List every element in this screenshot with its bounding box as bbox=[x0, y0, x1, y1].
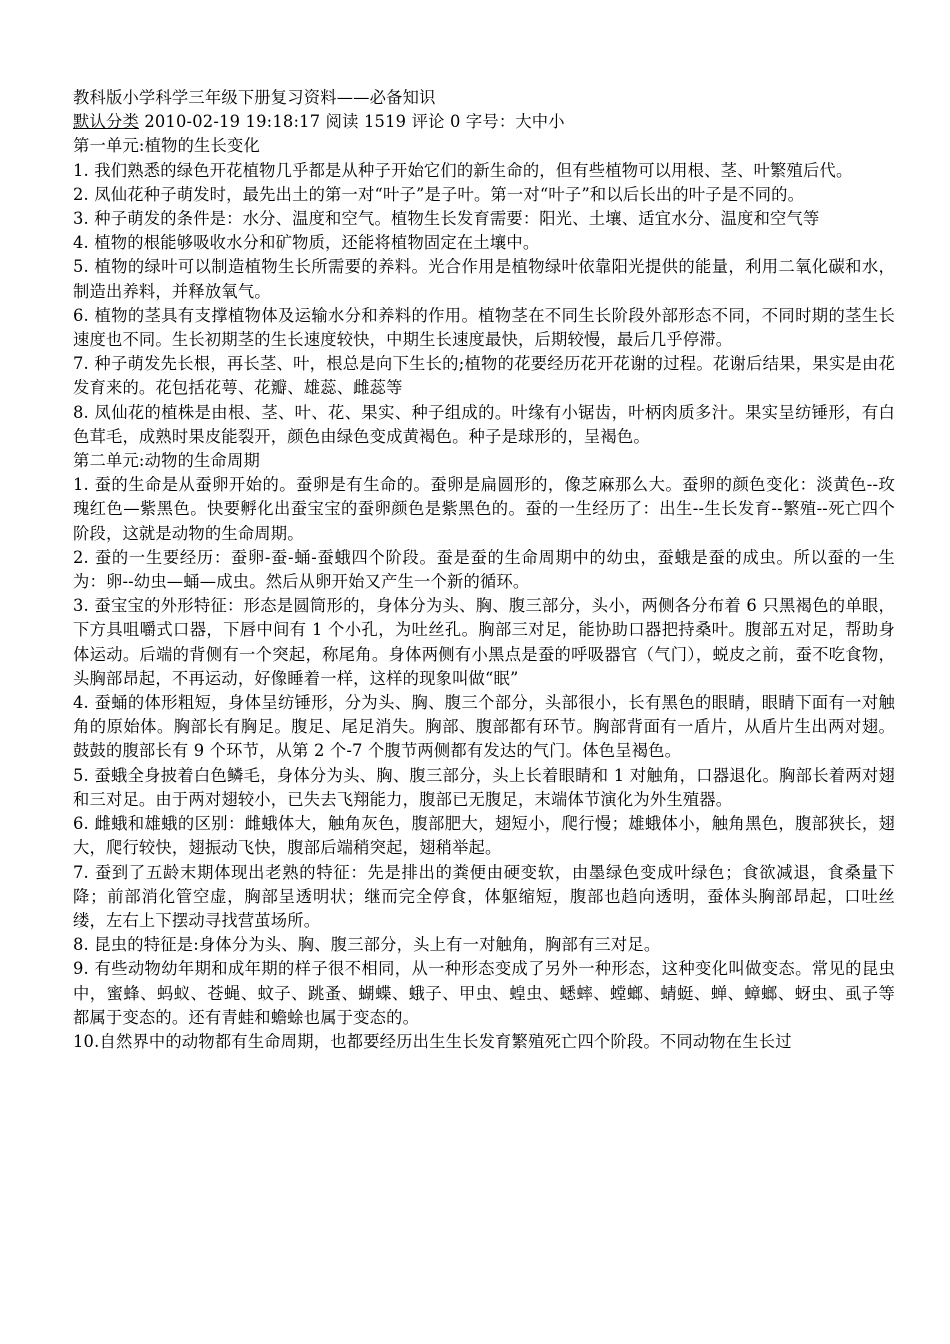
paragraph: 3. 蚕宝宝的外形特征：形态是圆筒形的，身体分为头、胸、腹三部分，头小，两侧各分布着 6 只黑褐色的单眼，下方具咀嚼式口器，下唇中间有 1 个小孔，为吐丝孔。胸部三对足，能协助口器把持桑叶。腹部五对足，帮助身体运动。后端的背侧有一个突起，称尾角。身体两侧有小黑点是蚕的呼吸器官（气门），蜕皮之前，蚕不吃食物，头胸部昂起，不再运动，好像睡着一样，这样的现象叫做“眠” bbox=[73, 596, 895, 688]
paragraph: 2. 蚕的一生要经历：蚕卵-蚕-蛹-蚕蛾四个阶段。蚕是蚕的生命周期中的幼虫，蚕蛾是蚕的成虫。所以蚕的一生为：卵--幼虫—蛹—成虫。然后从卵开始又产生一个新的循环。 bbox=[73, 547, 895, 592]
meta-line bbox=[73, 110, 895, 134]
paragraph: 5. 植物的绿叶可以制造植物生长所需要的养料。光合作用是植物绿叶依靠阳光提供的能量，利用二氧化碳和水，制造出养料，并释放氧气。 bbox=[73, 257, 895, 301]
paragraph: 6. 雌蛾和雄蛾的区别：雌蛾体大，触角灰色，腹部肥大，翅短小，爬行慢；雄蛾体小，触角黑色，腹部狭长，翅大，爬行较快，翅振动飞快，腹部后端稍突起，翅稍举起。 bbox=[73, 814, 895, 858]
paragraph: 8. 凤仙花的植株是由根、茎、叶、花、果实、种子组成的。叶缘有小锯齿，叶柄肉质多汁。果实呈纺锤形，有白色茸毛，成熟时果皮能裂开，颜色由绿色变成黄褐色。种子是球形的，呈褐色。 bbox=[73, 402, 895, 446]
category-link[interactable]: 默认分类 bbox=[73, 112, 139, 132]
document-page bbox=[73, 86, 895, 1054]
paragraph: 9. 有些动物幼年期和成年期的样子很不相同，从一种形态变成了另外一种形态，这种变化叫做变态。常见的昆虫中，蜜蜂、蚂蚁、苍蝇、蚊子、跳蚤、蝴蝶、蛾子、甲虫、蝗虫、蟋蟀、螳螂、蜻蜓、蝉、蟑螂、蚜虫、虱子等都属于变态的。还有青蛙和蟾蜍也属于变态的。 bbox=[73, 959, 895, 1027]
paragraph: 第一单元:植物的生长变化 bbox=[73, 136, 260, 156]
paragraph: 10.自然界中的动物都有生命周期，也都要经历出生生长发育繁殖死亡四个阶段。不同动物在生长过 bbox=[73, 1031, 792, 1051]
meta-info: 2010-02-19 19:18:17 阅读 1519 评论 0 字号：大中小 bbox=[138, 112, 565, 132]
paragraph-list bbox=[73, 134, 895, 1054]
paragraph: 2. 凤仙花种子萌发时，最先出土的第一对“叶子”是子叶。第一对“叶子”和以后长出的叶子是不同的。 bbox=[73, 184, 805, 204]
paragraph: 6. 植物的茎具有支撑植物体及运输水分和养料的作用。植物茎在不同生长阶段外部形态不同，不同时期的茎生长速度也不同。生长初期茎的生长速度较快，中期生长速度最快，后期较慢，最后几乎停滞。 bbox=[73, 305, 895, 350]
paragraph: 8. 昆虫的特征是:身体分为头、胸、腹三部分，头上有一对触角，胸部有三对足。 bbox=[73, 935, 661, 955]
paragraph: 3. 种子萌发的条件是：水分、温度和空气。植物生长发育需要：阳光、土壤、适宜水分、温度和空气等 bbox=[73, 209, 820, 229]
paragraph: 4. 蚕蛹的体形粗短，身体呈纺锤形，分为头、胸、腹三个部分，头部很小，长有黑色的眼睛，眼睛下面有一对触角的原始体。胸部长有胸足。腹足、尾足消失。胸部、腹部都有环节。胸部背面有一盾片，从盾片生出两对翅。鼓鼓的腹部长有 9 个环节，从第 2 个-7 个腹节两侧都有发达的气门。体色呈褐色。 bbox=[73, 693, 895, 761]
paragraph: 5. 蚕蛾全身披着白色鳞毛，身体分为头、胸、腹三部分，头上长着眼睛和 1 对触角，口器退化。胸部长着两对翅和三对足。由于两对翅较小，已失去飞翔能力，腹部已无腹足，末端体节演化为外生殖器。 bbox=[73, 765, 895, 809]
paragraph: 1. 蚕的生命是从蚕卵开始的。蚕卵是有生命的。蚕卵是扁圆形的，像芝麻那么大。蚕卵的颜色变化：淡黄色--玫瑰红色—紫黑色。快要孵化出蚕宝宝的蚕卵颜色是紫黑色的。蚕的一生经历了：出生--生长发育--繁殖--死亡四个阶段，这就是动物的生命周期。 bbox=[73, 475, 895, 543]
paragraph: 7. 种子萌发先长根，再长茎、叶，根总是向下生长的;植物的花要经历花开花谢的过程。花谢后结果，果实是由花发育来的。花包括花萼、花瓣、雄蕊、雌蕊等 bbox=[73, 354, 895, 398]
document-title: 教科版小学科学三年级下册复习资料——必备知识 bbox=[73, 88, 436, 107]
paragraph: 7. 蚕到了五龄末期体现出老熟的特征：先是排出的粪便由硬变软，由墨绿色变成叶绿色；食欲减退，食桑量下降；前部消化管空虚，胸部呈透明状；继而完全停食，体躯缩短，腹部也趋向透明，蚕体头胸部昂起，口吐丝缕，左右上下摆动寻找营茧场所。 bbox=[73, 862, 895, 930]
paragraph: 1. 我们熟悉的绿色开花植物几乎都是从种子开始它们的新生命的，但有些植物可以用根、茎、叶繁殖后代。 bbox=[73, 160, 853, 180]
paragraph: 4. 植物的根能够吸收水分和矿物质，还能将植物固定在土壤中。 bbox=[73, 233, 540, 253]
paragraph: 第二单元:动物的生命周期 bbox=[73, 451, 260, 471]
